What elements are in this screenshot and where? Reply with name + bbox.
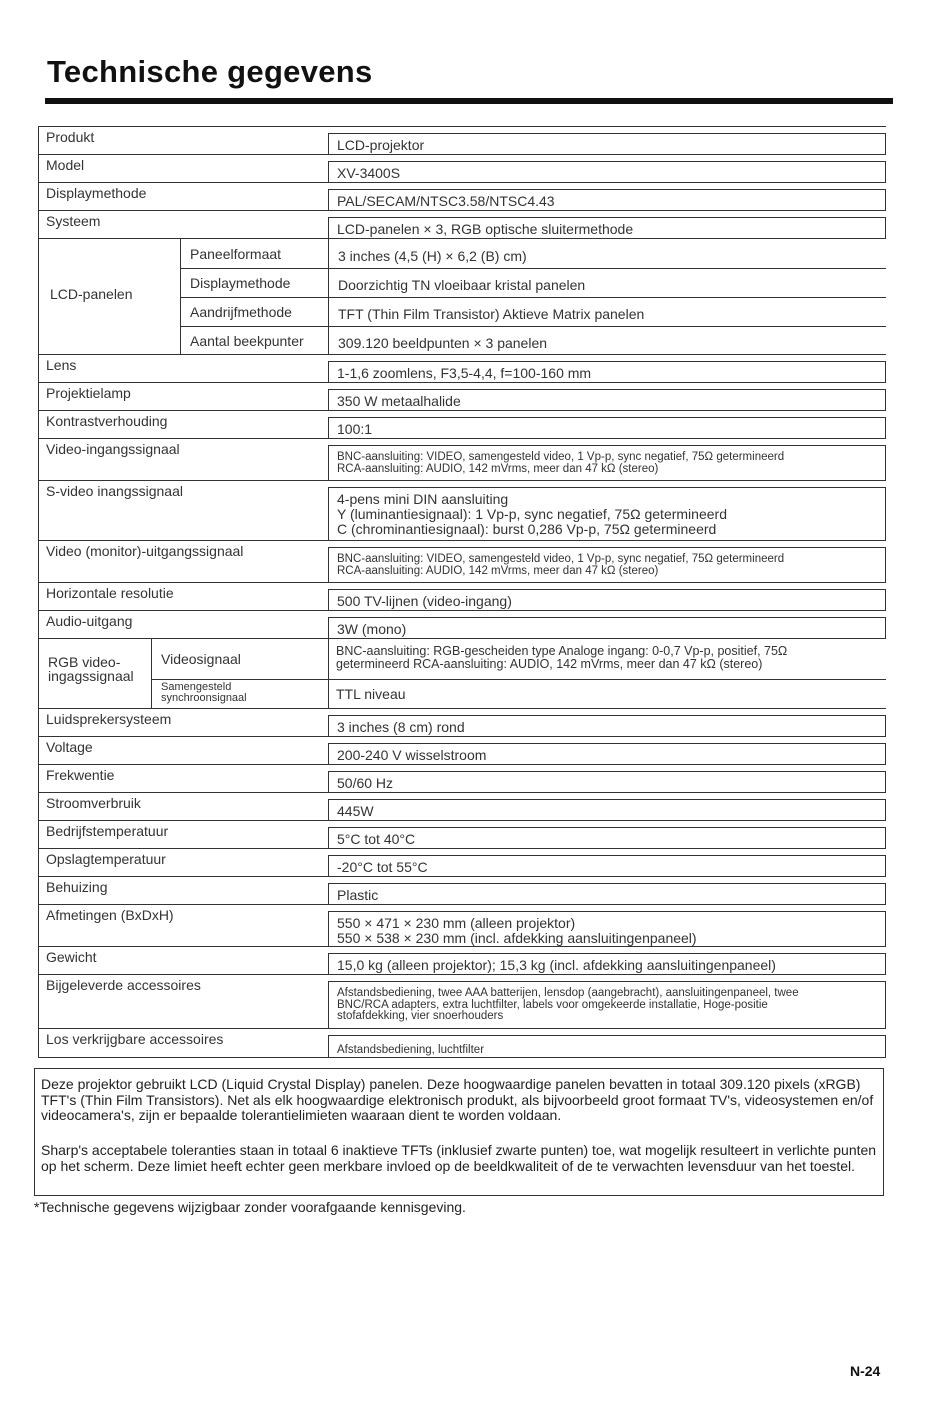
- spec-row-luidspreker: [38, 708, 886, 736]
- rgb-sub-value: BNC-aansluiting: RGB-gescheiden type Analoge ingang: 0-0,7 Vp-p, positief, 75Ω getermineerd RCA-aansluiting: AUDIO, 142 mVrms, meer dan 47 kΩ (stereo): [336, 644, 788, 671]
- lcd-sub-label: Aantal beekpunter: [190, 333, 304, 349]
- lcd-sub-label: Aandrijfmethode: [190, 304, 292, 320]
- lcd-sub-value: Doorzichtig TN vloeibaar kristal panelen: [338, 277, 586, 293]
- spec-label: Produkt: [46, 129, 95, 145]
- spec-value: BNC-aansluiting: VIDEO, samengesteld video, 1 Vp-p, sync negatief, 75Ω getermineerd RCA-aansluiting: AUDIO, 142 mVrms, meer dan 47 kΩ (stereo): [337, 451, 785, 475]
- spec-value: 350 W metaalhalide: [337, 393, 461, 409]
- spec-label: Projektielamp: [46, 385, 131, 401]
- spec-value: XV-3400S: [337, 165, 401, 181]
- spec-label: Bedrijfstemperatuur: [46, 823, 169, 839]
- spec-value: BNC-aansluiting: VIDEO, samengesteld video, 1 Vp-p, sync negatief, 75Ω getermineerd RCA-aansluiting: AUDIO, 142 mVrms, meer dan 47 kΩ (stereo): [337, 553, 785, 577]
- spec-label: Gewicht: [46, 949, 97, 965]
- spec-label: Afmetingen (BxDxH): [46, 907, 174, 923]
- spec-label: Frekwentie: [46, 767, 115, 783]
- spec-value: 4-pens mini DIN aansluiting Y (luminantiesignaal): 1 Vp-p, sync negatief, 75Ω getermineerd C (chrominantiesignaal): burst 0,286 Vp-p, 75Ω getermineerd: [337, 491, 727, 537]
- spec-label: Video-ingangssignaal: [46, 441, 180, 457]
- spec-value: 550 × 471 × 230 mm (alleen projektor) 550 × 538 × 230 mm (incl. afdekking aansluitingenpaneel): [337, 915, 697, 946]
- spec-row-bijgeleverd: [38, 974, 886, 1028]
- spec-value: Afstandsbediening, twee AAA batterijen, lensdop (aangebracht), aansluitingenpaneel, twee BNC/RCA adapters, extra luchtfilter, labels voor omgekeerde installatie, Hoge-positie stofafdekking, vier snoerhouders: [337, 987, 799, 1022]
- spec-value: 3W (mono): [337, 621, 407, 637]
- spec-value: 1-1,6 zoomlens, F3,5-4,4, f=100-160 mm: [337, 365, 592, 381]
- spec-label: Voltage: [46, 739, 93, 755]
- lcd-sub-value: 3 inches (4,5 (H) × 6,2 (B) cm): [338, 248, 527, 264]
- spec-row-kontrast: [38, 410, 886, 438]
- lcd-sub-label: Displaymethode: [190, 275, 291, 291]
- rgb-sub-label: Samengesteld synchroonsignaal: [161, 681, 247, 704]
- spec-label: Video (monitor)-uitgangssignaal: [46, 543, 244, 559]
- spec-value: 3 inches (8 cm) rond: [337, 719, 465, 735]
- spec-label: Horizontale resolutie: [46, 585, 174, 601]
- spec-row-stroomverbruik: [38, 792, 886, 820]
- spec-row-systeem: [38, 210, 886, 238]
- lcd-sub-value: TFT (Thin Film Transistor) Aktieve Matrix panelen: [338, 306, 645, 322]
- page-number: N-24: [850, 1363, 881, 1379]
- spec-label: Model: [46, 157, 85, 173]
- spec-row-lens: [38, 354, 886, 382]
- spec-label: Audio-uitgang: [46, 613, 133, 629]
- spec-value: LCD-panelen × 3, RGB optische sluitermethode: [337, 221, 634, 237]
- spec-label: S-video inangssignaal: [46, 483, 183, 499]
- rgb-group-label: RGB video- ingagssignaal: [48, 654, 134, 684]
- spec-row-gewicht: [38, 946, 886, 974]
- spec-row-los: [38, 1028, 886, 1058]
- spec-group-rgb: [38, 638, 886, 708]
- spec-value: PAL/SECAM/NTSC3.58/NTSC4.43: [337, 193, 555, 209]
- spec-label: Systeem: [46, 213, 101, 229]
- spec-label: Stroomverbruik: [46, 795, 141, 811]
- lcd-sub-value: 309.120 beeldpunten × 3 panelen: [338, 335, 548, 351]
- rgb-sub-label: Videosignaal: [161, 651, 241, 667]
- spec-label: Kontrastverhouding: [46, 413, 168, 429]
- spec-row-produkt: [38, 126, 886, 154]
- spec-row-video-out: [38, 540, 886, 582]
- spec-row-video-in: [38, 438, 886, 480]
- spec-value: 5°C tot 40°C: [337, 831, 416, 847]
- spec-value: LCD-projektor: [337, 137, 425, 153]
- spec-row-behuizing: [38, 876, 886, 904]
- spec-row-model: [38, 154, 886, 182]
- spec-row-resolutie: [38, 582, 886, 610]
- spec-row-svideo: [38, 480, 886, 540]
- notice-paragraph-2: Sharp's acceptabele toleranties staan in totaal 6 inaktieve TFTs (inklusief zwarte punten) toe, wat mogelijk resulteert in verlichte punten op het scherm. Deze limiet heeft echter geen merkbare invloed op de beeldkwaliteit of de te verwachten levensduur van het toestel.: [41, 1142, 877, 1174]
- spec-value: 445W: [337, 803, 374, 819]
- spec-row-projektielamp: [38, 382, 886, 410]
- lcd-notice-box: [34, 1068, 884, 1196]
- spec-value: 15,0 kg (alleen projektor); 15,3 kg (incl. afdekking aansluitingenpaneel): [337, 957, 776, 973]
- spec-row-opslagtemp: [38, 848, 886, 876]
- spec-label: Los verkrijgbare accessoires: [46, 1031, 224, 1047]
- notice-paragraph-1: Deze projektor gebruikt LCD (Liquid Crystal Display) panelen. Deze hoogwaardige panelen bevatten in totaal 309.120 pixels (xRGB) TFT's (Thin Film Transistors). Net als elk hoogwaardige elektronisch produkt, als bijvoorbeeld groot formaat TV's, videosystemen en/of videocamera's, zijn er bepaalde tolerantielimieten waaraan dient te worden voldaan.: [41, 1076, 874, 1123]
- spec-label: Lens: [46, 357, 77, 373]
- page-title: Technische gegevens: [47, 54, 373, 89]
- lcd-sub-label: Paneelformaat: [190, 246, 282, 262]
- spec-row-audio-out: [38, 610, 886, 638]
- spec-label: Opslagtemperatuur: [46, 851, 166, 867]
- spec-value: Afstandsbediening, luchtfilter: [337, 1044, 485, 1056]
- spec-value: -20°C tot 55°C: [337, 859, 428, 875]
- spec-row-voltage: [38, 736, 886, 764]
- rgb-sub-value: TTL niveau: [336, 686, 406, 702]
- spec-row-frekwentie: [38, 764, 886, 792]
- spec-label: Luidsprekersysteem: [46, 711, 172, 727]
- spec-label: Displaymethode: [46, 185, 147, 201]
- spec-group-lcd: [38, 238, 886, 354]
- spec-value: 50/60 Hz: [337, 775, 394, 791]
- spec-value: 100:1: [337, 421, 373, 437]
- spec-value: 200-240 V wisselstroom: [337, 747, 487, 763]
- spec-label: Bijgeleverde accessoires: [46, 977, 201, 993]
- spec-row-displaymethode: [38, 182, 886, 210]
- title-rule: [45, 98, 893, 104]
- footnote: *Technische gegevens wijzigbaar zonder voorafgaande kennisgeving.: [34, 1199, 466, 1215]
- spec-value: Plastic: [337, 887, 379, 903]
- spec-row-afmetingen: [38, 904, 886, 946]
- spec-value: 500 TV-lijnen (video-ingang): [337, 593, 512, 609]
- lcd-group-label: LCD-panelen: [50, 286, 133, 302]
- spec-row-bedrijfstemp: [38, 820, 886, 848]
- spec-label: Behuizing: [46, 879, 108, 895]
